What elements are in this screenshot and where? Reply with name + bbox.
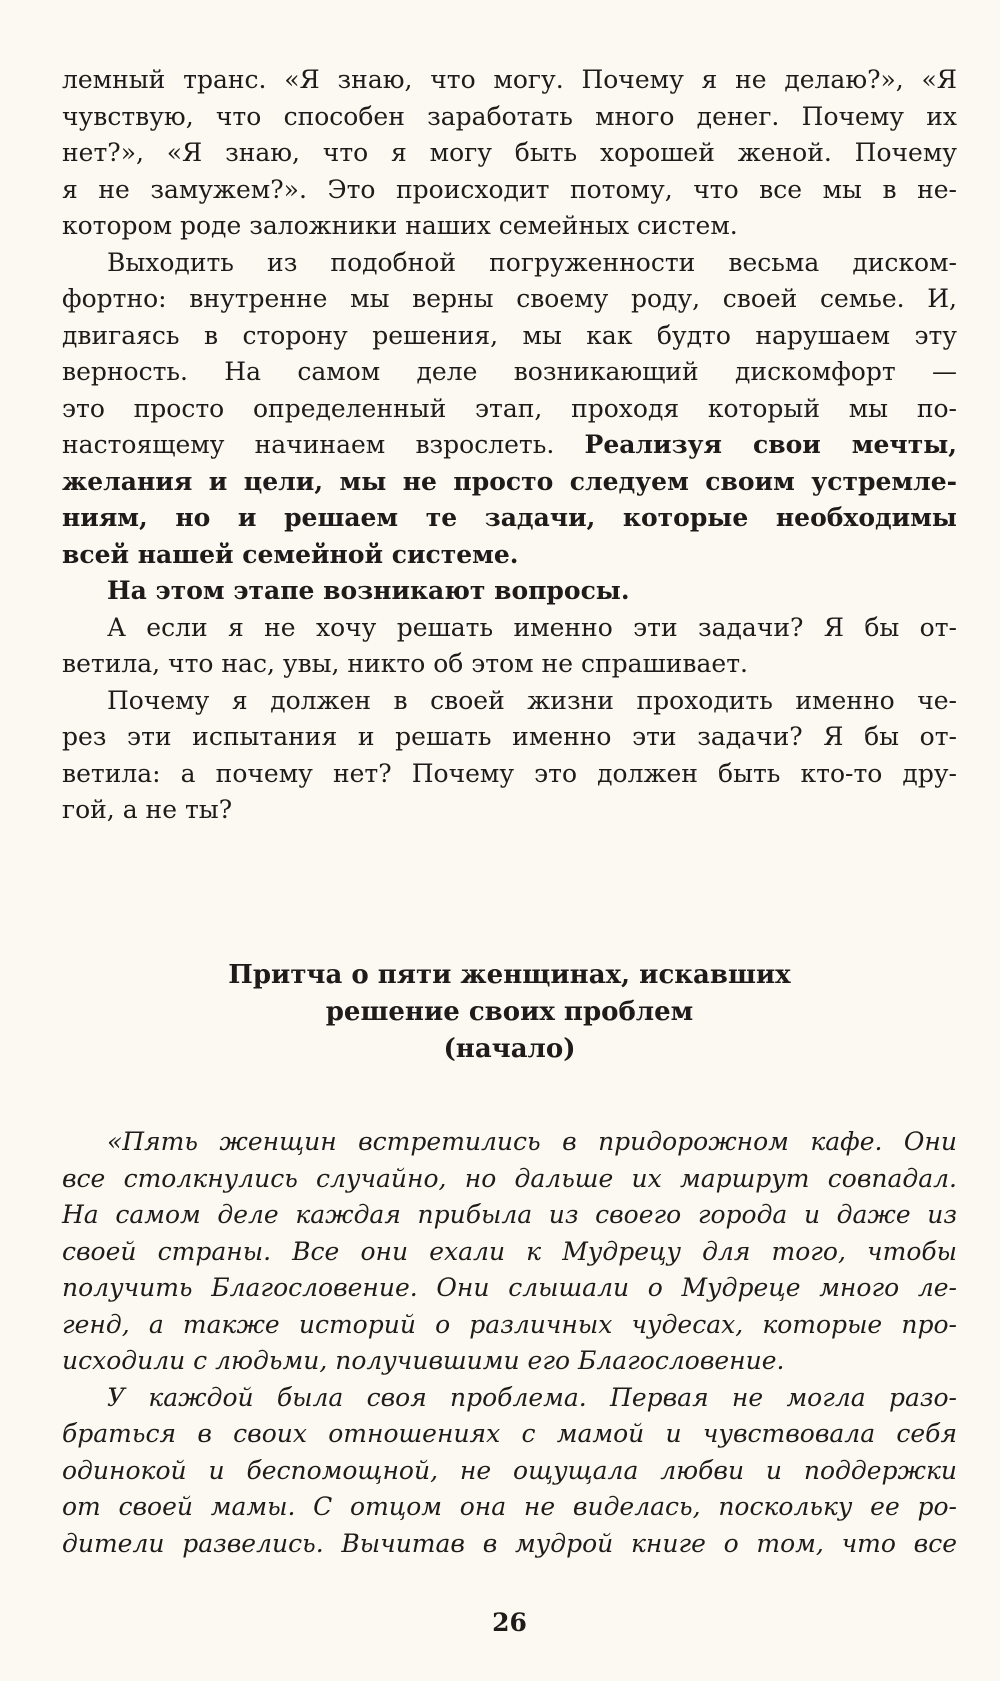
text-line: лемный транс. «Я знаю, что могу. Почему я не делаю?», «Я xyxy=(62,65,957,94)
text-line-italic: «Пять женщин встретились в придорожном кафе. Они xyxy=(107,1127,957,1156)
text-line-italic: На самом деле каждая прибыла из своего города и даже из xyxy=(62,1200,957,1229)
text-block-top xyxy=(62,62,957,829)
text-line-bold: ниям, но и решаем те задачи, которые необходимы xyxy=(62,503,957,532)
text-line: верность. На самом деле возникающий дискомфорт — xyxy=(62,357,957,386)
text-line: чувствую, что способен заработать много денег. Почему их xyxy=(62,101,957,131)
text-line-italic: от своей мамы. С отцом она не виделась, поскольку ее ро- xyxy=(62,1492,957,1521)
text-line: я не замужем?». Это происходит потому, что все мы в не- xyxy=(62,174,957,204)
text-line: нет?», «Я знаю, что я могу быть хорошей женой. Почему xyxy=(62,138,957,167)
text-line: двигаясь в сторону решения, мы как будто нарушаем эту xyxy=(62,320,957,350)
text-line-bold: желания и цели, мы не просто следуем своим устремле- xyxy=(62,466,957,496)
text-block-parable xyxy=(62,1124,957,1562)
text-regular: настоящему начинаем взрослеть. xyxy=(62,430,585,459)
text-line: фортно: внутренне мы верны своему роду, своей семье. И, xyxy=(62,284,957,313)
text-line: ветила, что нас, увы, никто об этом не спрашивает. xyxy=(62,649,748,678)
text-line: Почему я должен в своей жизни проходить именно че- xyxy=(107,685,957,715)
text-line-italic: своей страны. Все они ехали к Мудрецу для того, чтобы xyxy=(62,1236,957,1266)
heading-line: (начало) xyxy=(443,1034,576,1064)
text-line-italic: исходили с людьми, получившими его Благословение. xyxy=(62,1346,785,1375)
text-line: ветила: а почему нет? Почему это должен быть кто-то дру- xyxy=(62,758,957,788)
parable-heading xyxy=(62,957,957,1068)
text-bold: Реализуя свои мечты, xyxy=(584,430,957,459)
text-line-italic: У каждой была своя проблема. Первая не могла разо- xyxy=(107,1382,957,1412)
heading-line: Притча о пяти женщинах, искавших xyxy=(228,960,791,990)
text-line-italic: все столкнулись случайно, но дальше их маршрут совпадал. xyxy=(62,1163,957,1193)
text-line-italic: получить Благословение. Они слышали о Мудреце много ле- xyxy=(62,1273,957,1302)
text-line: гой, а не ты? xyxy=(62,795,233,824)
text-line-bold: На этом этапе возникают вопросы. xyxy=(107,576,630,605)
page-number: 26 xyxy=(492,1608,527,1637)
text-line-italic: одинокой и беспомощной, не ощущала любви и поддержки xyxy=(62,1455,957,1485)
text-line: рез эти испытания и решать именно эти задачи? Я бы от- xyxy=(62,722,957,751)
text-line-bold: всей нашей семейной системе. xyxy=(62,539,519,569)
text-line: котором роде заложники наших семейных систем. xyxy=(62,211,738,240)
book-page xyxy=(62,62,957,1662)
text-line: А если я не хочу решать именно эти задачи? Я бы от- xyxy=(107,612,957,642)
heading-line: решение своих проблем xyxy=(325,997,694,1027)
text-line-mixed xyxy=(62,427,957,464)
text-line: это просто определенный этап, проходя который мы по- xyxy=(62,393,957,423)
text-line-italic: дители развелись. Вычитав в мудрой книге о том, что все xyxy=(62,1528,957,1558)
text-line-italic: генд, а также историй о различных чудесах, которые про- xyxy=(62,1309,957,1339)
text-line: Выходить из подобной погруженности весьма диском- xyxy=(107,247,957,277)
text-line-italic: браться в своих отношениях с мамой и чувствовала себя xyxy=(62,1419,957,1448)
